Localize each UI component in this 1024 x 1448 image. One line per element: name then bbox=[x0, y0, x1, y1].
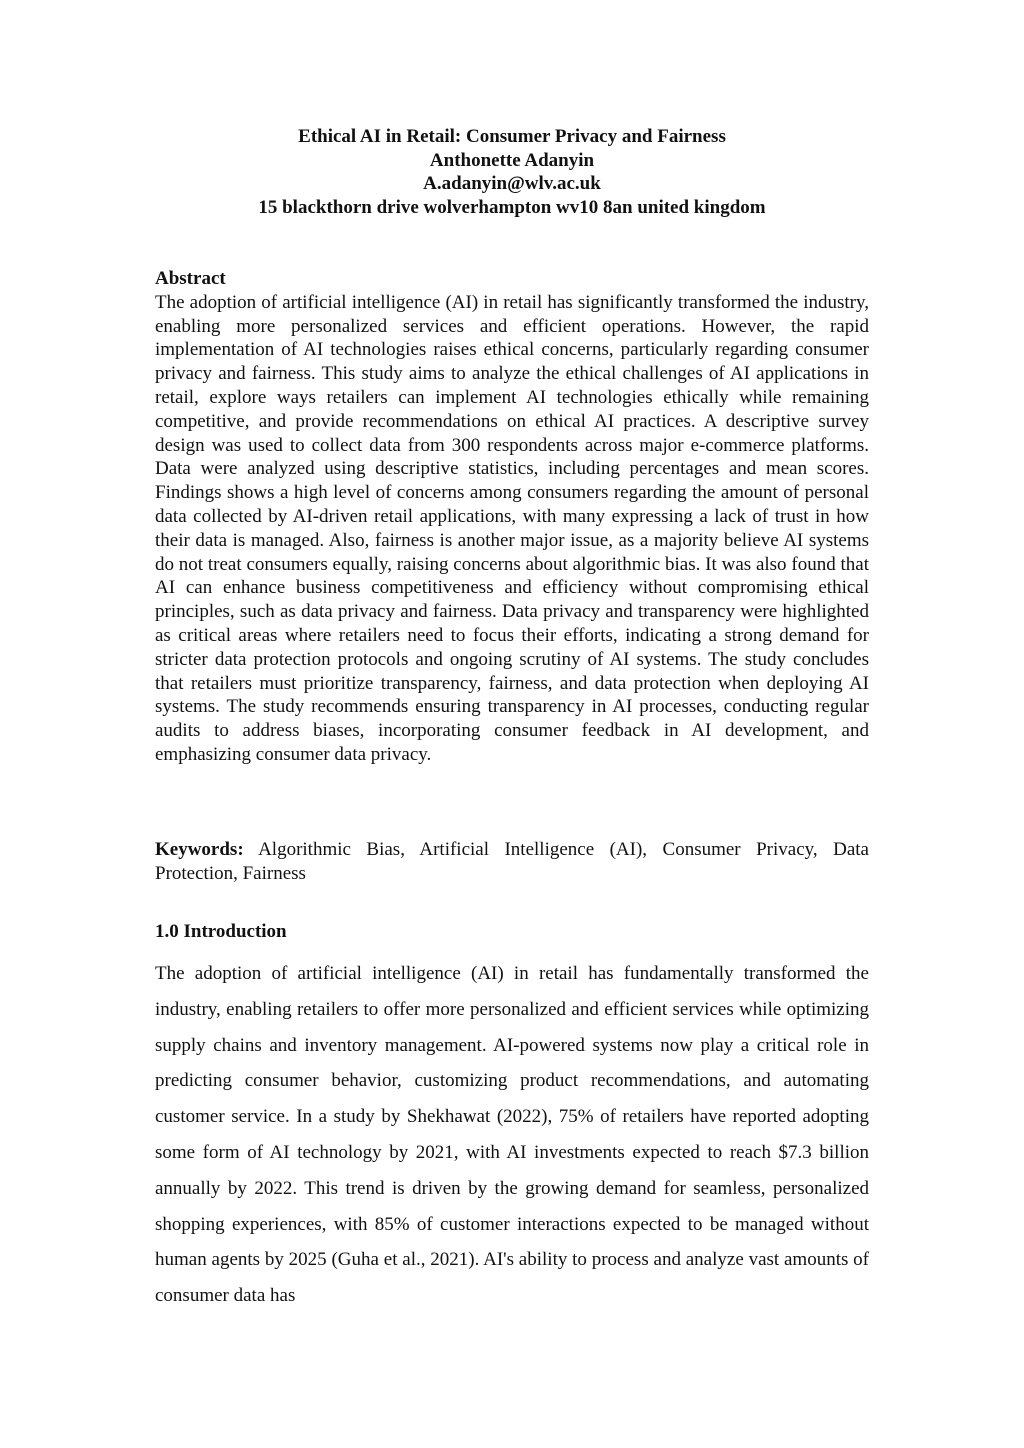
author-name: Anthonette Adanyin bbox=[429, 149, 595, 171]
introduction-text: The adoption of artificial intelligence (AI) in retail has fundamentally transformed the industry, enabling retailers to offer more personalized and efficient services while optimizing supply chains and inventory management. AI-powered systems now play a critical role in predicting consumer behavior, customizing product recommendations, and automating customer service. In a study by Shekhawat (2022), 75% of retailers have reported adopting some form of AI technology by 2021, with AI investments expected to reach $7.3 billion annually by 2022. This trend is driven by the growing demand for seamless, personalized shopping experiences, with 85% of customer interactions expected to be managed without human agents by 2025 (Guha et al., 2021). AI's ability to process and analyze vast amounts of consumer data has bbox=[155, 963, 869, 1307]
abstract-section bbox=[155, 267, 869, 767]
keywords-text: Algorithmic Bias, Artificial Intelligence (AI), Consumer Privacy, Data Protection, Fairness bbox=[155, 839, 869, 884]
introduction-heading: 1.0 Introduction bbox=[155, 921, 287, 942]
introduction-section bbox=[155, 956, 869, 1314]
paper-header bbox=[155, 125, 869, 219]
keywords-label: Keywords: bbox=[155, 839, 244, 860]
paper-title: Ethical AI in Retail: Consumer Privacy and Fairness bbox=[298, 126, 726, 147]
abstract-text: The adoption of artificial intelligence (AI) in retail has significantly transformed the industry, enabling more personalized services and efficient operations. However, the rapid implementation of AI technologies raises ethical concerns, particularly regarding consumer privacy and fairness. This study aims to analyze the ethical challenges of AI applications in retail, explore ways retailers can implement AI technologies ethically while remaining competitive, and provide recommendations on ethical AI practices. A descriptive survey design was used to collect data from 300 respondents across major e-commerce platforms. Data were analyzed using descriptive statistics, including percentages and mean scores. Findings shows a high level of concerns among consumers regarding the amount of personal data collected by AI-driven retail applications, with many expressing a lack of trust in how their data is managed. Also, fairness is another major issue, as a majority believe AI systems do not treat consumers equally, raising concerns about algorithmic bias. It was also found that AI can enhance business competitiveness and efficiency without compromising ethical principles, such as data privacy and fairness. Data privacy and transparency were highlighted as critical areas where retailers need to focus their efforts, indicating a strong demand for stricter data protection protocols and ongoing scrutiny of AI systems. The study concludes that retailers must prioritize transparency, fairness, and data protection when deploying AI systems. The study recommends ensuring transparency in AI processes, conducting regular audits to address biases, incorporating consumer feedback in AI development, and emphasizing consumer data privacy. bbox=[155, 291, 869, 765]
author-email: A.adanyin@wlv.ac.uk bbox=[423, 173, 601, 194]
abstract-heading: Abstract bbox=[155, 268, 226, 289]
author-address: 15 blackthorn drive wolverhampton wv10 8an united kingdom bbox=[258, 196, 766, 218]
keywords-section bbox=[155, 838, 869, 886]
